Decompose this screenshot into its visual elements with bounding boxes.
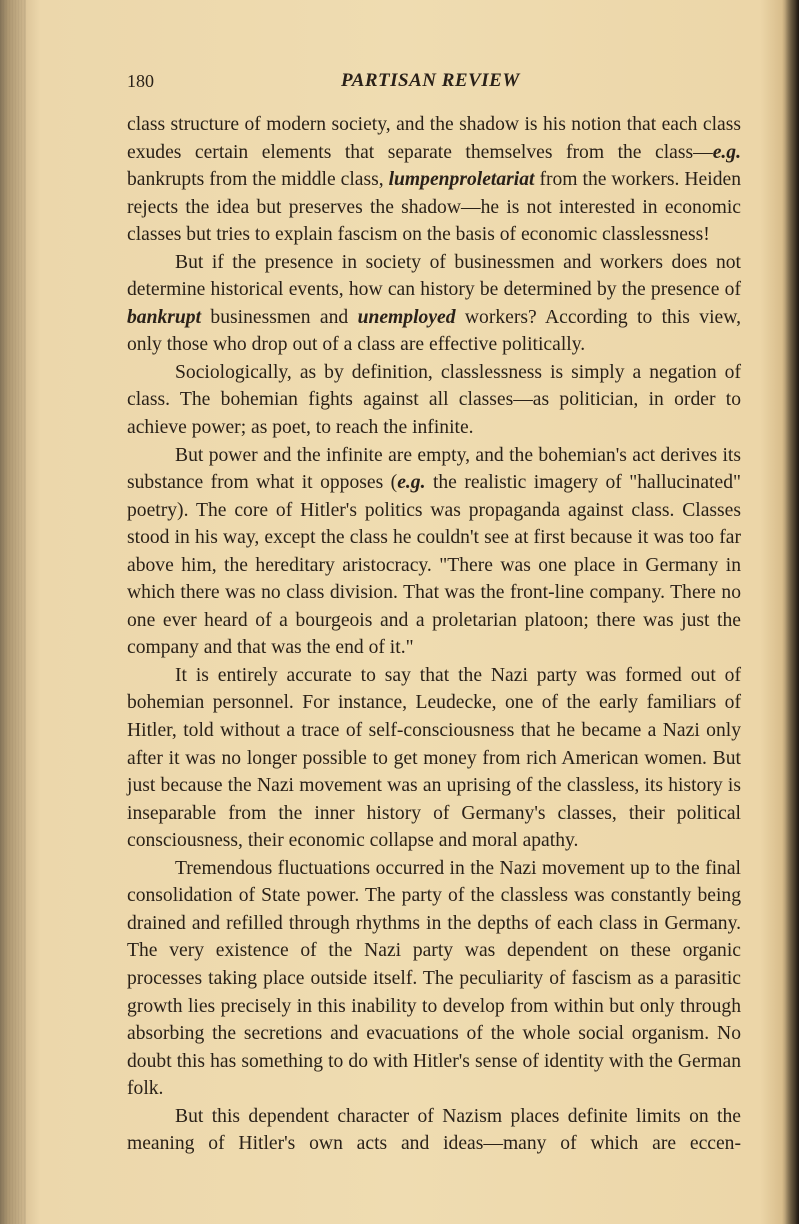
- text-run: the realistic imagery of "hallucinated" poetry). The core of Hitler's politics was propaganda against class. Classes stood in his way, except the class he couldn't see at first because it was too far above him, the hereditary aristocracy. "There was one place in Germany in which there was no class division. That was the front-line company. There no one ever heard of a bourgeois and a proletarian platoon; there was just the company and that was the end of it.": [127, 472, 741, 659]
- text-run: bankrupts from the middle class,: [127, 169, 389, 191]
- paragraph: [127, 855, 741, 1103]
- text-run: Tremendous fluctuations occurred in the Nazi movement up to the final consolidation of State power. The party of the classless was constantly being drained and refilled through rhythms in the depths of each class in Germany. The very existence of the Nazi party was dependent on these organic processes taking place outside itself. The peculiarity of fascism as a parasitic growth lies precisely in this inability to develop from within but only through absorbing the secretions and evacuations of the whole social organism. No doubt this has something to do with Hitler's sense of identity with the German folk.: [127, 857, 741, 1100]
- text-run: It is entirely accurate to say that the Nazi party was formed out of bohemian personnel. For instance, Leudecke, one of the early familiars of Hitler, told without a trace of self-consciousness that he became a Nazi only after it was no longer possible to get money from rich American women. But just because the Nazi movement was an uprising of the classless, its history is inseparable from the inner history of Germany's classes, their political consciousness, their economic collapse and moral apathy.: [127, 664, 741, 852]
- page-number: 180: [127, 71, 154, 91]
- text-run: workers? According to this view, only those who drop out of a class are effective politically.: [127, 306, 741, 356]
- emphasized-text: e.g.: [397, 472, 426, 494]
- paragraph: [127, 662, 741, 855]
- text-run: But if the presence in society of businessmen and workers does not determine historical events, how can history be determined by the presence of: [127, 251, 741, 301]
- emphasized-text: unemployed: [357, 306, 456, 328]
- paragraph: [127, 359, 741, 442]
- text-run: Sociologically, as by definition, classlessness is simply a negation of class. The bohemian fights against all classes—as politician, in order to achieve power; as poet, to reach the infinite.: [127, 361, 741, 439]
- running-title: PARTISAN REVIEW: [341, 70, 520, 91]
- emphasized-text: lumpenproletariat: [388, 169, 535, 191]
- paragraph: [127, 1103, 741, 1158]
- book-spine-shadow: [0, 0, 26, 1224]
- paragraph: [127, 249, 741, 359]
- emphasized-text: bankrupt: [127, 306, 202, 328]
- text-run: class structure of modern society, and the shadow is his notion that each class exudes certain elements that separate themselves from the class—: [127, 114, 741, 163]
- paragraph: [127, 111, 741, 249]
- article-body: [127, 111, 741, 1158]
- paragraph: [127, 442, 741, 662]
- text-run: businessmen and: [201, 306, 358, 328]
- running-header: [127, 68, 741, 94]
- text-run: But power and the infinite are empty, and the bohemian's act derives its substance from what it opposes (: [127, 444, 741, 494]
- text-run: from the workers. Heiden rejects the idea but preserves the shadow—he is not interested in economic classes but tries to explain fascism on the basis of economic classlessness!: [127, 169, 741, 246]
- emphasized-text: e.g.: [712, 141, 741, 163]
- page-edge-shadow: [785, 0, 799, 1224]
- text-run: But this dependent character of Nazism places definite limits on the meaning of Hitler's own acts and ideas—many of which are eccen-: [127, 1105, 741, 1155]
